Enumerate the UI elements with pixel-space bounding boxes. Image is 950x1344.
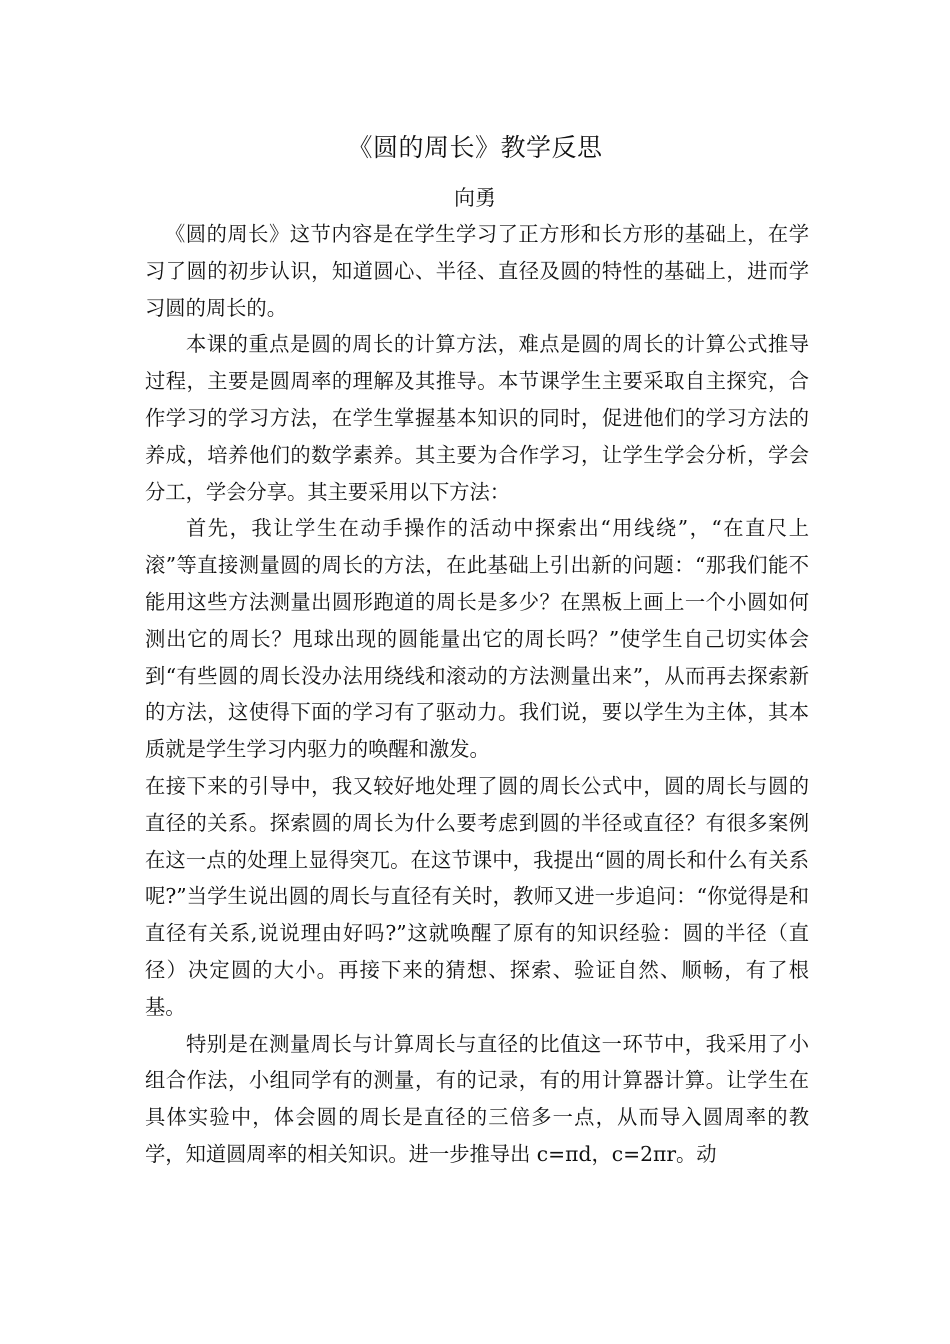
document-body: [145, 216, 809, 1173]
author-name: 向勇: [454, 186, 496, 210]
paragraph-group-work: 特别是在测量周长与计算周长与直径的比值这一环节中，我采用了小组合作法，小组同学有的测量，有的记录，有的用计算器计算。让学生在具体实验中，体会圆的周长是直径的三倍多一点，从而导入圆周率的教学，知道圆周率的相关知识。进一步推导出 c=πd，c=2πr。动: [145, 1031, 809, 1166]
document-title: 《圆的周长》教学反思: [347, 133, 603, 162]
paragraph-intro: 《圆的周长》这节内容是在学生学习了正方形和长方形的基础上，在学习了圆的初步认识，知道圆心、半径、直径及圆的特性的基础上，进而学习圆的周长的。: [145, 222, 809, 320]
paragraph-first-method: 首先，我让学生在动手操作的活动中探索出“用线绕”，“在直尺上滚”等直接测量圆的周长的方法，在此基础上引出新的问题：“那我们能不能用这些方法测量出圆形跑道的周长是多少？在黑板上画上一个小圆如何测出它的周长？甩球出现的圆能量出它的周长吗？”使学生自己切实体会到“有些圆的周长没办法用绕线和滚动的方法测量出来”，从而再去探索新的方法，这使得下面的学习有了驱动力。我们说，要以学生为主体，其本质就是学生学习内驱力的唤醒和激发。: [145, 516, 809, 762]
paragraph-guidance: 在接下来的引导中，我又较好地处理了圆的周长公式中，圆的周长与圆的直径的关系。探索圆的周长为什么要考虑到圆的半径或直径？有很多案例在这一点的处理上显得突兀。在这节课中，我提出“圆的周长和什么有关系呢?”当学生说出圆的周长与直径有关时，教师又进一步追问：“你觉得是和直径有关系,说说理由好吗?”这就唤醒了原有的知识经验：圆的半径（直径）决定圆的大小。再接下来的猜想、探索、验证自然、顺畅，有了根基。: [145, 773, 809, 1019]
paragraph-key-points: 本课的重点是圆的周长的计算方法，难点是圆的周长的计算公式推导过程，主要是圆周率的理解及其推导。本节课学生主要采取自主探究，合作学习的学习方法，在学生掌握基本知识的同时，促进他们的学习方法的养成，培养他们的数学素养。其主要为合作学习，让学生学会分析，学会分工，学会分享。其主要采用以下方法：: [145, 332, 809, 504]
